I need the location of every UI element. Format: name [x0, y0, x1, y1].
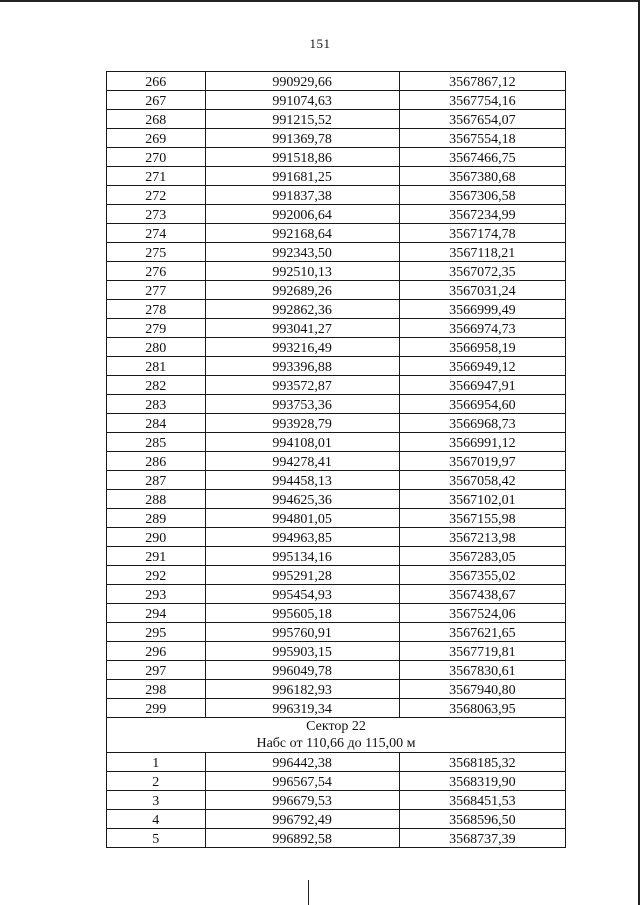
x-coordinate-cell: 992689,26	[205, 281, 399, 300]
x-coordinate-cell: 996049,78	[205, 661, 399, 680]
section-title: Сектор 22	[306, 719, 366, 734]
table-row	[107, 357, 566, 376]
y-coordinate-cell: 3567466,75	[399, 148, 565, 167]
y-coordinate-cell: 3567355,02	[399, 566, 565, 585]
table-row	[107, 376, 566, 395]
table-row	[107, 509, 566, 528]
point-number-cell: 278	[107, 300, 206, 319]
point-number-cell: 274	[107, 224, 206, 243]
point-number-cell: 292	[107, 566, 206, 585]
table-row	[107, 110, 566, 129]
y-coordinate-cell: 3568319,90	[399, 772, 565, 791]
table-body-after	[107, 753, 566, 848]
x-coordinate-cell: 992006,64	[205, 205, 399, 224]
table-row	[107, 91, 566, 110]
point-number-cell: 3	[107, 791, 206, 810]
table-row	[107, 604, 566, 623]
y-coordinate-cell: 3567102,01	[399, 490, 565, 509]
section-subtitle: Набс от 110,66 до 115,00 м	[256, 736, 416, 751]
y-coordinate-cell: 3567174,78	[399, 224, 565, 243]
point-number-cell: 283	[107, 395, 206, 414]
y-coordinate-cell: 3567234,99	[399, 205, 565, 224]
point-number-cell: 296	[107, 642, 206, 661]
y-coordinate-cell: 3567719,81	[399, 642, 565, 661]
point-number-cell: 290	[107, 528, 206, 547]
y-coordinate-cell: 3567754,16	[399, 91, 565, 110]
x-coordinate-cell: 994458,13	[205, 471, 399, 490]
page-border-top	[0, 0, 640, 2]
point-number-cell: 272	[107, 186, 206, 205]
table-body-before	[107, 72, 566, 718]
table-row	[107, 319, 566, 338]
point-number-cell: 288	[107, 490, 206, 509]
section-header-row	[107, 718, 566, 753]
point-number-cell: 284	[107, 414, 206, 433]
table-row	[107, 471, 566, 490]
x-coordinate-cell: 991681,25	[205, 167, 399, 186]
table-row	[107, 300, 566, 319]
x-coordinate-cell: 992862,36	[205, 300, 399, 319]
y-coordinate-cell: 3567072,35	[399, 262, 565, 281]
coordinates-table	[106, 71, 566, 848]
section-header	[107, 718, 566, 753]
point-number-cell: 280	[107, 338, 206, 357]
x-coordinate-cell: 996892,58	[205, 829, 399, 848]
y-coordinate-cell: 3567940,80	[399, 680, 565, 699]
table-row	[107, 642, 566, 661]
point-number-cell: 2	[107, 772, 206, 791]
x-coordinate-cell: 995605,18	[205, 604, 399, 623]
x-coordinate-cell: 994963,85	[205, 528, 399, 547]
x-coordinate-cell: 993216,49	[205, 338, 399, 357]
table-row	[107, 528, 566, 547]
table-row	[107, 699, 566, 718]
x-coordinate-cell: 993041,27	[205, 319, 399, 338]
point-number-cell: 281	[107, 357, 206, 376]
x-coordinate-cell: 992168,64	[205, 224, 399, 243]
y-coordinate-cell: 3568063,95	[399, 699, 565, 718]
x-coordinate-cell: 991518,86	[205, 148, 399, 167]
table-row	[107, 224, 566, 243]
point-number-cell: 289	[107, 509, 206, 528]
point-number-cell: 299	[107, 699, 206, 718]
table-row	[107, 547, 566, 566]
y-coordinate-cell: 3567118,21	[399, 243, 565, 262]
point-number-cell: 273	[107, 205, 206, 224]
x-coordinate-cell: 992343,50	[205, 243, 399, 262]
x-coordinate-cell: 995903,15	[205, 642, 399, 661]
y-coordinate-cell: 3567438,67	[399, 585, 565, 604]
table-row	[107, 772, 566, 791]
y-coordinate-cell: 3567306,58	[399, 186, 565, 205]
y-coordinate-cell: 3567867,12	[399, 72, 565, 91]
table-row	[107, 623, 566, 642]
table-row	[107, 753, 566, 772]
x-coordinate-cell: 991837,38	[205, 186, 399, 205]
point-number-cell: 267	[107, 91, 206, 110]
point-number-cell: 1	[107, 753, 206, 772]
table-row	[107, 452, 566, 471]
section-header-body	[107, 718, 566, 753]
point-number-cell: 4	[107, 810, 206, 829]
y-coordinate-cell: 3568185,32	[399, 753, 565, 772]
point-number-cell: 277	[107, 281, 206, 300]
point-number-cell: 294	[107, 604, 206, 623]
bottom-margin-mark	[308, 880, 309, 905]
x-coordinate-cell: 993572,87	[205, 376, 399, 395]
point-number-cell: 282	[107, 376, 206, 395]
x-coordinate-cell: 996567,54	[205, 772, 399, 791]
y-coordinate-cell: 3566947,91	[399, 376, 565, 395]
point-number-cell: 293	[107, 585, 206, 604]
y-coordinate-cell: 3566958,19	[399, 338, 565, 357]
table-row	[107, 791, 566, 810]
y-coordinate-cell: 3566974,73	[399, 319, 565, 338]
table-row	[107, 395, 566, 414]
table-row	[107, 205, 566, 224]
point-number-cell: 276	[107, 262, 206, 281]
y-coordinate-cell: 3567155,98	[399, 509, 565, 528]
y-coordinate-cell: 3566954,60	[399, 395, 565, 414]
point-number-cell: 271	[107, 167, 206, 186]
y-coordinate-cell: 3567213,98	[399, 528, 565, 547]
x-coordinate-cell: 993753,36	[205, 395, 399, 414]
x-coordinate-cell: 994278,41	[205, 452, 399, 471]
y-coordinate-cell: 3566949,12	[399, 357, 565, 376]
x-coordinate-cell: 991215,52	[205, 110, 399, 129]
point-number-cell: 287	[107, 471, 206, 490]
x-coordinate-cell: 990929,66	[205, 72, 399, 91]
x-coordinate-cell: 996182,93	[205, 680, 399, 699]
y-coordinate-cell: 3567524,06	[399, 604, 565, 623]
table-row	[107, 243, 566, 262]
table-row	[107, 585, 566, 604]
table-row	[107, 281, 566, 300]
table-row	[107, 566, 566, 585]
point-number-cell: 297	[107, 661, 206, 680]
x-coordinate-cell: 995134,16	[205, 547, 399, 566]
point-number-cell: 286	[107, 452, 206, 471]
x-coordinate-cell: 994801,05	[205, 509, 399, 528]
x-coordinate-cell: 995291,28	[205, 566, 399, 585]
point-number-cell: 291	[107, 547, 206, 566]
y-coordinate-cell: 3566999,49	[399, 300, 565, 319]
x-coordinate-cell: 995760,91	[205, 623, 399, 642]
y-coordinate-cell: 3567031,24	[399, 281, 565, 300]
table-row	[107, 262, 566, 281]
page-number: 151	[309, 36, 331, 51]
y-coordinate-cell: 3567380,68	[399, 167, 565, 186]
table-row	[107, 148, 566, 167]
y-coordinate-cell: 3567654,07	[399, 110, 565, 129]
y-coordinate-cell: 3567019,97	[399, 452, 565, 471]
x-coordinate-cell: 995454,93	[205, 585, 399, 604]
table-row	[107, 829, 566, 848]
y-coordinate-cell: 3568596,50	[399, 810, 565, 829]
table-row	[107, 414, 566, 433]
x-coordinate-cell: 996319,34	[205, 699, 399, 718]
y-coordinate-cell: 3568737,39	[399, 829, 565, 848]
x-coordinate-cell: 992510,13	[205, 262, 399, 281]
table-row	[107, 72, 566, 91]
table-row	[107, 680, 566, 699]
x-coordinate-cell: 991369,78	[205, 129, 399, 148]
y-coordinate-cell: 3566968,73	[399, 414, 565, 433]
y-coordinate-cell: 3567830,61	[399, 661, 565, 680]
x-coordinate-cell: 993928,79	[205, 414, 399, 433]
point-number-cell: 298	[107, 680, 206, 699]
y-coordinate-cell: 3567283,05	[399, 547, 565, 566]
table-row	[107, 661, 566, 680]
table-row	[107, 433, 566, 452]
table-row	[107, 129, 566, 148]
point-number-cell: 295	[107, 623, 206, 642]
point-number-cell: 268	[107, 110, 206, 129]
point-number-cell: 5	[107, 829, 206, 848]
x-coordinate-cell: 996442,38	[205, 753, 399, 772]
x-coordinate-cell: 991074,63	[205, 91, 399, 110]
x-coordinate-cell: 996679,53	[205, 791, 399, 810]
y-coordinate-cell: 3568451,53	[399, 791, 565, 810]
table-row	[107, 810, 566, 829]
table-row	[107, 167, 566, 186]
x-coordinate-cell: 993396,88	[205, 357, 399, 376]
x-coordinate-cell: 994625,36	[205, 490, 399, 509]
x-coordinate-cell: 994108,01	[205, 433, 399, 452]
x-coordinate-cell: 996792,49	[205, 810, 399, 829]
y-coordinate-cell: 3567554,18	[399, 129, 565, 148]
point-number-cell: 285	[107, 433, 206, 452]
point-number-cell: 266	[107, 72, 206, 91]
point-number-cell: 279	[107, 319, 206, 338]
point-number-cell: 275	[107, 243, 206, 262]
table-row	[107, 490, 566, 509]
y-coordinate-cell: 3566991,12	[399, 433, 565, 452]
point-number-cell: 269	[107, 129, 206, 148]
y-coordinate-cell: 3567058,42	[399, 471, 565, 490]
table-row	[107, 338, 566, 357]
y-coordinate-cell: 3567621,65	[399, 623, 565, 642]
point-number-cell: 270	[107, 148, 206, 167]
table-row	[107, 186, 566, 205]
